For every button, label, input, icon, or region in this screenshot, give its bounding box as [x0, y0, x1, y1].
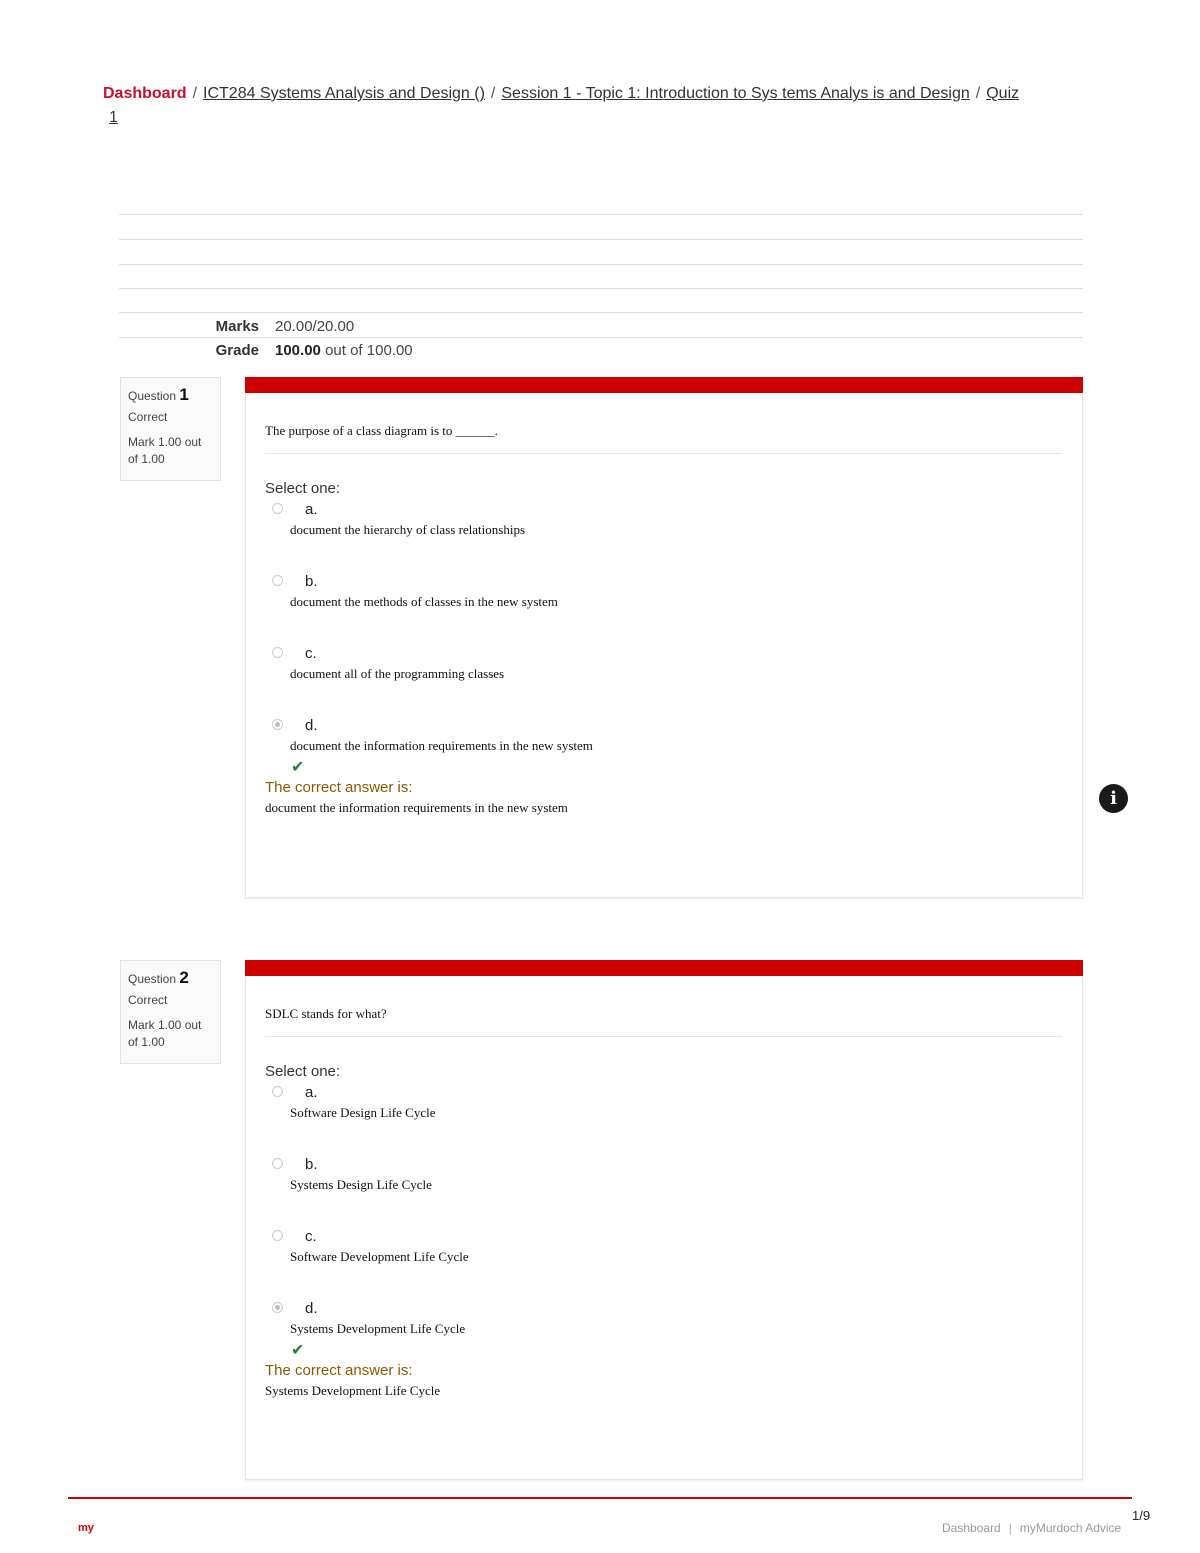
question-info	[120, 960, 221, 1064]
option-letter: b.	[305, 573, 318, 590]
breadcrumb-separator: /	[192, 85, 198, 102]
summary-divider	[119, 239, 1083, 240]
summary-divider	[119, 264, 1083, 265]
option-letter: a.	[305, 1084, 318, 1101]
radio-button-selected[interactable]	[272, 1302, 283, 1313]
question-text: The purpose of a class diagram is to ______.	[265, 423, 1062, 454]
answer-option-a[interactable]	[270, 1080, 1082, 1152]
correct-answer-label: The correct answer is:	[265, 779, 413, 796]
radio-button[interactable]	[272, 503, 283, 514]
footer-brand-logo: my	[78, 1522, 94, 1534]
breadcrumb-quiz-link[interactable]: Quiz	[986, 85, 1020, 102]
checkmark-icon: ✔	[291, 1342, 305, 1359]
page-number: 1/9	[1132, 1508, 1151, 1523]
option-text: Systems Development Life Cycle	[290, 1321, 466, 1336]
option-text: document the hierarchy of class relationships	[290, 522, 526, 537]
correct-answer-text: Systems Development Life Cycle	[265, 1383, 441, 1398]
footer-advice-link[interactable]: myMurdoch Advice	[1019, 1521, 1122, 1535]
option-text: Systems Design Life Cycle	[290, 1177, 432, 1192]
correct-answer-text: document the information requirements in the new system	[265, 800, 568, 815]
checkmark-icon: ✔	[291, 759, 305, 776]
select-one-label: Select one:	[265, 480, 341, 497]
option-letter: a.	[305, 501, 318, 518]
option-text: document all of the programming classes	[290, 666, 505, 681]
question-card	[245, 377, 1083, 898]
grade-value-wrap	[275, 342, 413, 359]
breadcrumb-course-link[interactable]: ICT284 Systems Analysis and Design ()	[203, 85, 485, 102]
answer-option-b[interactable]	[270, 569, 1082, 641]
question-label: Question	[128, 972, 177, 986]
answer-option-c[interactable]	[270, 641, 1082, 713]
footer-links	[942, 1521, 1121, 1535]
breadcrumb-dashboard-link[interactable]: Dashboard	[103, 85, 187, 102]
radio-button[interactable]	[272, 575, 283, 586]
question-card	[245, 960, 1083, 1480]
radio-button-selected[interactable]	[272, 719, 283, 730]
option-letter: c.	[305, 1228, 317, 1245]
info-icon[interactable]: i	[1099, 784, 1128, 813]
answer-option-d[interactable]	[270, 713, 1082, 785]
question-mark: Mark 1.00 out of 1.00	[128, 435, 202, 466]
summary-divider	[119, 312, 1083, 313]
question-header-bar	[245, 377, 1083, 393]
option-letter: d.	[305, 717, 318, 734]
radio-button[interactable]	[272, 1158, 283, 1169]
marks-label: Marks	[215, 318, 259, 335]
answer-option-d[interactable]	[270, 1296, 1082, 1368]
summary-divider	[119, 214, 1083, 215]
summary-divider	[119, 288, 1083, 289]
answer-option-a[interactable]	[270, 497, 1082, 569]
marks-value: 20.00/20.00	[275, 318, 355, 335]
question-state: Correct	[128, 410, 168, 424]
question-label: Question	[128, 389, 177, 403]
summary-divider	[119, 337, 1083, 338]
radio-button[interactable]	[272, 647, 283, 658]
answer-option-b[interactable]	[270, 1152, 1082, 1224]
question-mark: Mark 1.00 out of 1.00	[128, 1018, 202, 1049]
radio-button[interactable]	[272, 1230, 283, 1241]
question-number	[128, 969, 213, 988]
breadcrumb-separator: /	[490, 85, 496, 102]
option-letter: c.	[305, 645, 317, 662]
footer-divider	[68, 1497, 1132, 1499]
question-number	[128, 386, 213, 405]
question-state: Correct	[128, 993, 168, 1007]
option-letter: b.	[305, 1156, 318, 1173]
grade-suffix: out of 100.00	[325, 342, 413, 359]
option-text: Software Design Life Cycle	[290, 1105, 436, 1120]
select-one-label: Select one:	[265, 1063, 341, 1080]
question-number-value: 2	[179, 968, 189, 987]
radio-button[interactable]	[272, 1086, 283, 1097]
question-info	[120, 377, 221, 481]
option-letter: d.	[305, 1300, 318, 1317]
answer-option-c[interactable]	[270, 1224, 1082, 1296]
footer-link-divider: |	[1008, 1521, 1012, 1535]
breadcrumb-topic-link[interactable]: Session 1 - Topic 1: Introduction to Sys tems Analys is and Design	[501, 85, 970, 102]
option-text: Software Development Life Cycle	[290, 1249, 469, 1264]
option-text: document the methods of classes in the new system	[290, 594, 558, 609]
question-number-value: 1	[179, 385, 189, 404]
breadcrumb-separator: /	[975, 85, 981, 102]
question-header-bar	[245, 960, 1083, 976]
breadcrumb	[103, 82, 1073, 130]
question-text: SDLC stands for what?	[265, 1006, 1062, 1037]
option-text: document the information requirements in the new system	[290, 738, 593, 753]
grade-value: 100.00	[275, 342, 321, 359]
correct-answer-label: The correct answer is:	[265, 1362, 413, 1379]
grade-label: Grade	[215, 342, 259, 359]
footer-dashboard-link[interactable]: Dashboard	[942, 1521, 1001, 1535]
breadcrumb-quiz-number-link[interactable]: 1	[109, 109, 118, 126]
